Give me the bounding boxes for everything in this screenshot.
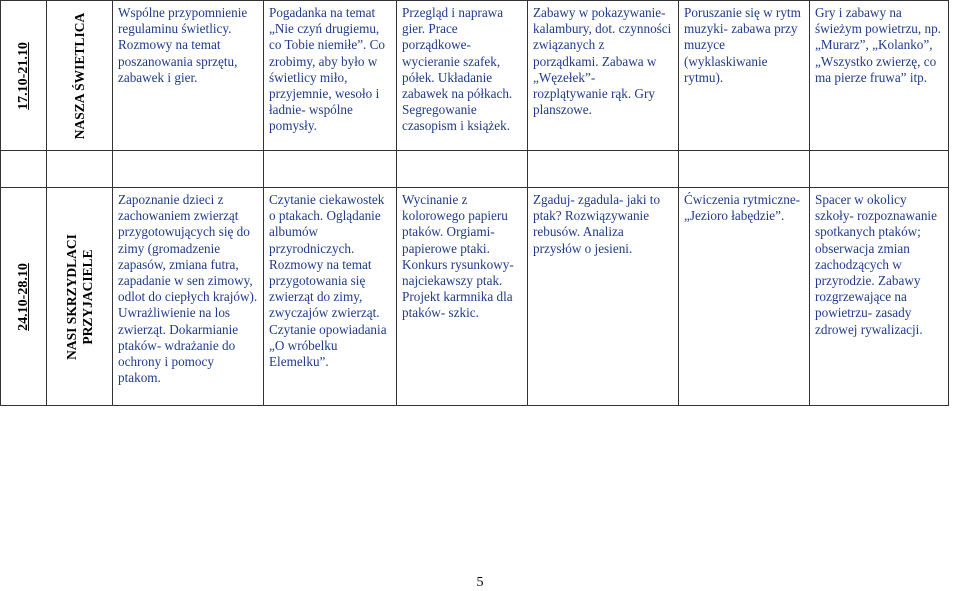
week-date: 24.10-28.10	[15, 262, 31, 331]
activity-cell: Przegląd i naprawa gier. Prace porządkowe- wycieranie szafek, półek. Układanie zabawek na półkach. Segregowanie czasopism i książek.	[397, 1, 528, 151]
activity-cell: Czytanie ciekawostek o ptakach. Oglądanie albumów przyrodniczych. Rozmowy na temat przygotowania się zwierząt do zimy, zwyczajów zwierząt. Czytanie opowiadania „O wróbelku Elemelku”.	[264, 188, 397, 406]
activity-cell: Zgaduj- zgadula- jaki to ptak? Rozwiązywanie rebusów. Analiza przysłów o jesieni.	[528, 188, 679, 406]
activity-cell: Zapoznanie dzieci z zachowaniem zwierząt przygotowujących się do zimy (gromadzenie zapasów, zmiana futra, zapadanie w sen zimowy, odlot do ciepłych krajów). Uwrażliwienie na los zwierząt. Dokarmianie ptaków- wdrażanie do ochrony i pomocy ptakom.	[113, 188, 264, 406]
week-row-1	[1, 1, 949, 151]
row-spacer	[1, 151, 949, 188]
activity-cell: Wspólne przypomnienie regulaminu świetlicy. Rozmowy na temat poszanowania sprzętu, zabawek i gier.	[113, 1, 264, 151]
week-theme: NASZA ŚWIETLICA	[71, 12, 87, 139]
week-row-2	[1, 188, 949, 406]
week-date: 17.10-21.10	[15, 41, 31, 110]
date-cell	[1, 1, 47, 151]
page-number: 5	[476, 575, 484, 590]
date-cell	[1, 188, 47, 406]
activity-cell: Wycinanie z kolorowego papieru ptaków. Orgiami- papierowe ptaki. Konkurs rysunkowy- najciekawszy ptak. Projekt karmnika dla ptaków- szkic.	[397, 188, 528, 406]
activity-cell: Spacer w okolicy szkoły- rozpoznawanie spotkanych ptaków; obserwacja zmian zachodzących w przyrodzie. Zabawy rozgrzewające na powietrzu- zasady zdrowej rywalizacji.	[810, 188, 949, 406]
activity-cell: Poruszanie się w rytm muzyki- zabawa przy muzyce (wyklaskiwanie rytmu).	[679, 1, 810, 151]
activity-cell: Zabawy w pokazywanie- kalambury, dot. czynności związanych z porządkami. Zabawa w „Węzełek”- rozplątywanie rąk. Gry planszowe.	[528, 1, 679, 151]
activity-cell: Pogadanka na temat „Nie czyń drugiemu, co Tobie niemiłe”. Co zrobimy, aby było w świetlicy miło, przyjemnie, wesoło i ładnie- wspólne pomysły.	[264, 1, 397, 151]
week-theme: NASI SKRZYDLACI PRZYJACIELE	[63, 233, 95, 360]
theme-cell	[47, 1, 113, 151]
activity-cell: Ćwiczenia rytmiczne- „Jezioro łabędzie”.	[679, 188, 810, 406]
activity-cell: Gry i zabawy na świeżym powietrzu, np. „Murarz”, „Kolanko”, „Wszystko zwierzę, co ma pierze fruwa” itp.	[810, 1, 949, 151]
theme-cell	[47, 188, 113, 406]
